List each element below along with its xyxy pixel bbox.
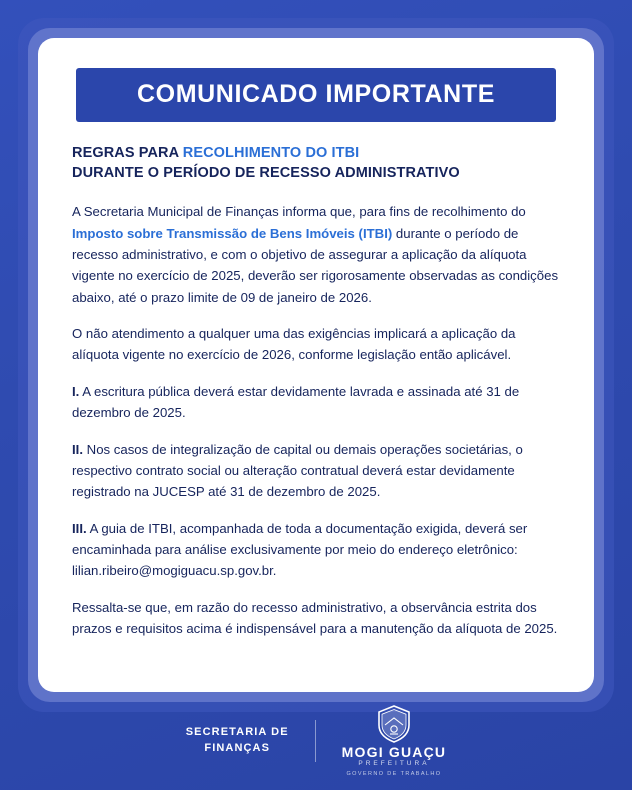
brand-subtitle: PREFEITURA bbox=[358, 759, 430, 767]
paragraph-closing: Ressalta-se que, em razão do recesso administrativo, a observância estrita dos prazos e requisitos acima é indispensável para a manutenção da alíquota de 2025. bbox=[72, 599, 558, 637]
subtitle-line1-prefix: REGRAS PARA bbox=[72, 145, 183, 161]
brand-government-tag: GOVERNO DE TRABALHO bbox=[346, 771, 442, 777]
coat-of-arms-icon bbox=[377, 705, 411, 743]
item-1-marker: I. bbox=[72, 383, 80, 399]
paragraph-item-3 bbox=[72, 518, 560, 582]
paragraph-item-2 bbox=[72, 439, 560, 503]
paragraph-1-highlight: Imposto sobre Transmissão de Bens Imóveis (ITBI) bbox=[72, 225, 393, 241]
subtitle-line2: DURANTE O PERÍODO DE RECESSO ADMINISTRATIVO bbox=[72, 164, 460, 181]
paragraph-1 bbox=[72, 201, 560, 308]
brand-block bbox=[342, 705, 447, 778]
secretaria-line-2: FINANÇAS bbox=[204, 742, 271, 754]
subtitle bbox=[72, 144, 560, 183]
item-3-text: A guia de ITBI, acompanhada de toda a documentação exigida, deverá ser encaminhada para análise exclusivamente por meio do endereço eletrônico: lilian.ribeiro@mogiguacu.sp.gov.br. bbox=[72, 520, 528, 579]
paragraph-item-1 bbox=[72, 381, 560, 424]
paragraph-2: O não atendimento a qualquer uma das exigências implicará a aplicação da alíquota vigente no exercício de 2026, conforme legislação então aplicável. bbox=[72, 326, 516, 363]
paragraph-1-text-a: A Secretaria Municipal de Finanças informa que, para fins de recolhimento do bbox=[72, 204, 526, 220]
footer bbox=[0, 692, 632, 790]
item-1-text: A escritura pública deverá estar devidamente lavrada e assinada até 31 de dezembro de 2025. bbox=[72, 383, 520, 421]
footer-divider bbox=[315, 720, 316, 762]
item-2-marker: II. bbox=[72, 441, 83, 457]
brand-name: MOGI GUAÇU bbox=[341, 743, 447, 760]
secretaria-line-1: SECRETARIA DE bbox=[185, 726, 289, 739]
item-3-marker: III. bbox=[72, 520, 87, 536]
subtitle-line1-highlight: RECOLHIMENTO DO ITBI bbox=[182, 145, 360, 161]
paragraph-1-text-b: durante o período de recesso administrativo, e com o objetivo de assegurar a aplicação da alíquota vigente no exercício de 2025, deverão ser rigorosamente observadas as condições abaixo, até o prazo limite de 09 de janeiro de 2026. bbox=[72, 225, 559, 305]
banner-title: COMUNICADO IMPORTANTE bbox=[76, 68, 556, 122]
announcement-card bbox=[38, 38, 594, 692]
secretaria-block bbox=[186, 725, 289, 757]
item-2-text: Nos casos de integralização de capital ou demais operações societárias, o respectivo contrato social ou alteração contratual deverá estar devidamente registrado na JUCESP até 31 de dezembro de 2025. bbox=[72, 441, 523, 500]
